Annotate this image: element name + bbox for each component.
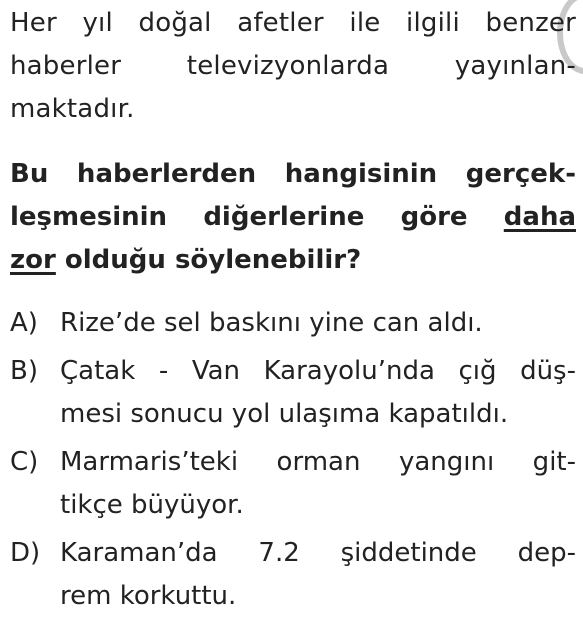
underlined-word-zor: zor bbox=[10, 245, 56, 275]
option-text-line: tikçe büyüyor. bbox=[60, 490, 244, 520]
option-c[interactable] bbox=[10, 441, 576, 527]
option-text-line: Rize’de sel baskını yine can aldı. bbox=[60, 308, 483, 338]
option-letter: B) bbox=[10, 356, 38, 386]
stem-line-1: Her yıl doğal afetler ile ilgili benzer bbox=[10, 8, 576, 38]
option-text-line: Marmaris’teki orman yangını git- bbox=[60, 447, 576, 477]
question-prompt bbox=[10, 153, 576, 282]
question-block bbox=[10, 2, 576, 623]
stem-line-2: haberler televizyonlarda yayınlan- bbox=[10, 51, 576, 81]
underlined-word-daha: daha bbox=[503, 202, 576, 232]
question-stem bbox=[10, 2, 576, 131]
option-letter: C) bbox=[10, 447, 39, 477]
option-text-line: Karaman’da 7.2 şiddetinde dep- bbox=[60, 538, 576, 568]
option-text-line: mesi sonucu yol ulaşıma kapatıldı. bbox=[60, 399, 509, 429]
prompt-line-2 bbox=[10, 196, 576, 239]
option-a[interactable] bbox=[10, 302, 576, 345]
option-letter: D) bbox=[10, 538, 41, 568]
answer-options bbox=[10, 302, 576, 618]
option-d[interactable] bbox=[10, 532, 576, 618]
option-text-line: Çatak - Van Karayolu’nda çığ düş- bbox=[60, 356, 576, 386]
stem-line-3: maktadır. bbox=[10, 94, 135, 124]
option-b[interactable] bbox=[10, 350, 576, 436]
option-text-line: rem korkuttu. bbox=[60, 581, 237, 611]
prompt-line-3-text: olduğu söylenebilir? bbox=[55, 245, 362, 275]
option-letter: A) bbox=[10, 308, 38, 338]
prompt-line-1: Bu haberlerden hangisinin gerçek- bbox=[10, 159, 576, 189]
prompt-line-3 bbox=[10, 239, 576, 282]
prompt-line-2-text: leşmesinin diğerlerine göre bbox=[10, 202, 504, 232]
